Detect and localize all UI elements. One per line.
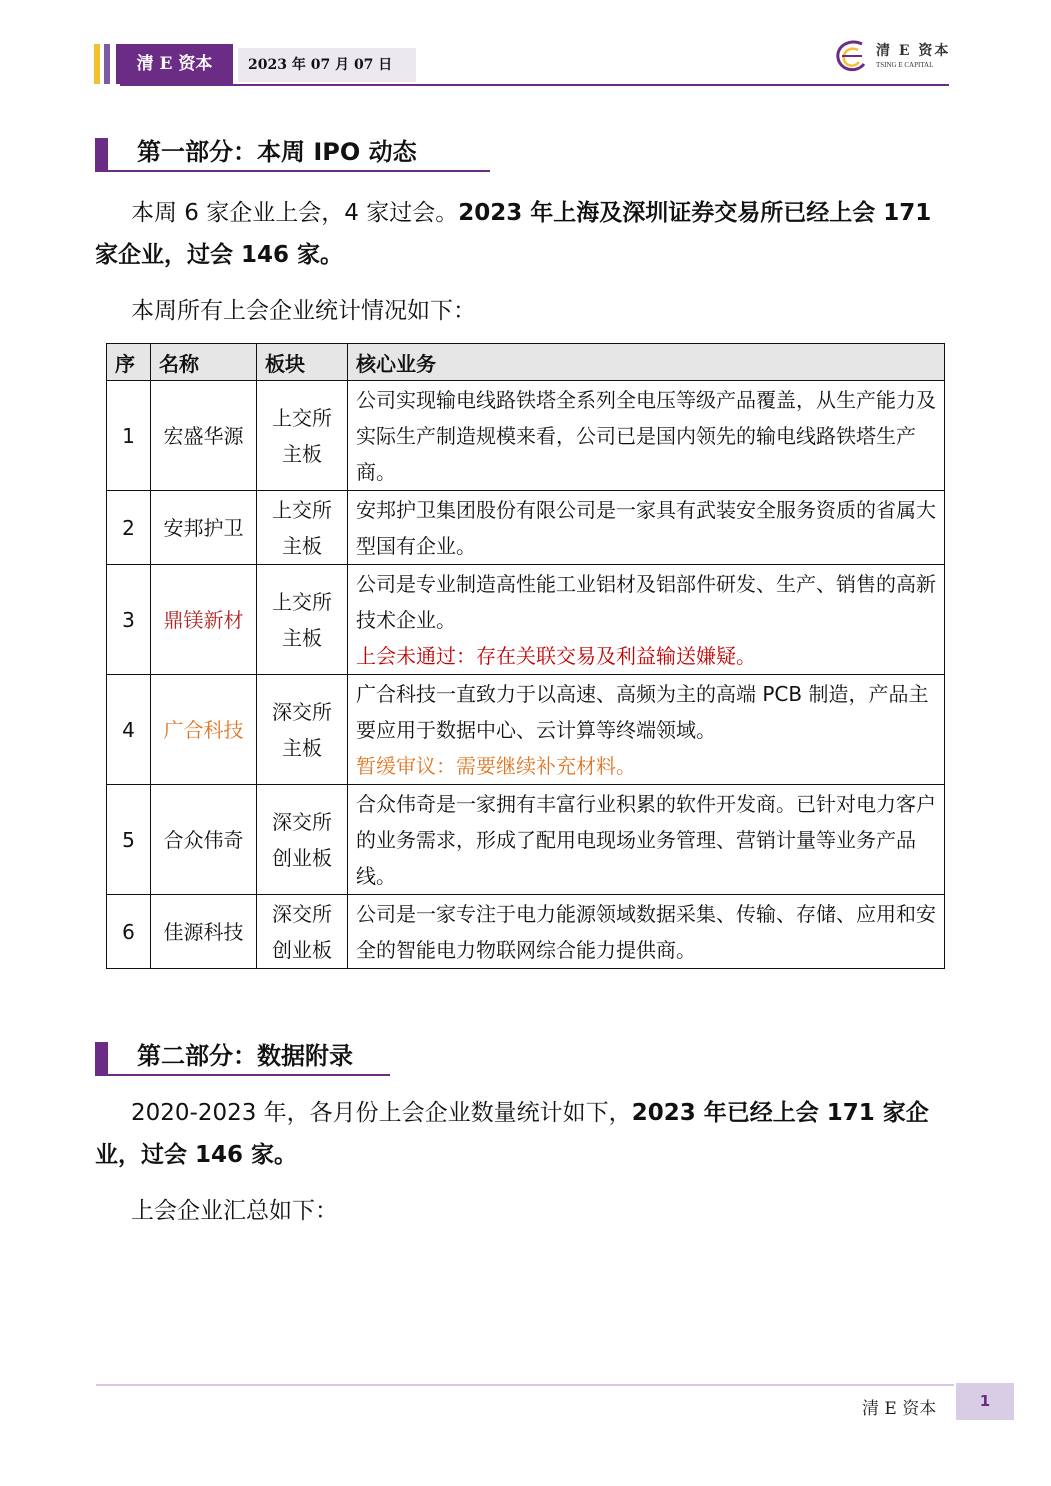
row-business: 公司是专业制造高性能工业铝材及铝部件研发、生产、销售的高新技术企业。 (356, 571, 936, 632)
row-name: 宏盛华源 (151, 381, 257, 491)
section-2-intro (95, 1092, 957, 1176)
intro-text: 本周 6 家企业上会，4 家过会。 (131, 200, 459, 226)
col-header-no: 序 (107, 344, 151, 381)
section-underline (95, 1074, 390, 1076)
table-row (107, 565, 945, 675)
ipo-table (106, 343, 945, 969)
header-brand: 清 E 资本 (116, 44, 233, 84)
table-header-row (107, 344, 945, 381)
logo-swirl-icon (832, 36, 872, 76)
table-intro: 本周所有上会企业统计情况如下： (131, 298, 476, 324)
table-row (107, 675, 945, 785)
row-no: 4 (107, 675, 151, 785)
summary-intro: 上会企业汇总如下： (131, 1198, 338, 1224)
logo-text-cn: 清 E 资本 (876, 43, 951, 59)
col-header-business: 核心业务 (348, 344, 945, 381)
row-business: 广合科技一直致力于以高速、高频为主的高端 PCB 制造，产品主要应用于数据中心、云计算等终端领域。 (356, 681, 929, 742)
row-name: 广合科技 (151, 675, 257, 785)
section-marker (95, 1042, 108, 1074)
section-1-intro (95, 192, 957, 276)
section-2-title: 第二部分：数据附录 (137, 1042, 353, 1070)
row-business: 公司实现输电线路铁塔全系列全电压等级产品覆盖，从生产能力及实际生产制造规模来看，公司已是国内领先的输电线路铁塔生产商。 (348, 381, 945, 491)
footer-divider (96, 1384, 954, 1386)
logo-text-en: TSING E CAPITAL (876, 61, 934, 69)
header-date: 2023 年 07 月 07 日 (238, 48, 416, 82)
row-no: 6 (107, 895, 151, 969)
row-no: 3 (107, 565, 151, 675)
row-name: 鼎镁新材 (151, 565, 257, 675)
row-board: 上交所主板 (257, 491, 348, 565)
row-note: 暂缓审议：需要继续补充材料。 (356, 753, 636, 778)
table-row (107, 381, 945, 491)
header-accent-bar (94, 44, 100, 84)
row-business: 安邦护卫集团股份有限公司是一家具有武装安全服务资质的省属大型国有企业。 (348, 491, 945, 565)
row-no: 2 (107, 491, 151, 565)
row-business-cell (348, 565, 945, 675)
intro-text: 2020-2023 年，各月份上会企业数量统计如下， (131, 1100, 632, 1126)
row-board: 上交所主板 (257, 381, 348, 491)
col-header-board: 板块 (257, 344, 348, 381)
row-no: 5 (107, 785, 151, 895)
row-business: 合众伟奇是一家拥有丰富行业积累的软件开发商。已针对电力客户的业务需求，形成了配用电现场业务管理、营销计量等业务产品线。 (348, 785, 945, 895)
row-name: 合众伟奇 (151, 785, 257, 895)
section-1-title: 第一部分：本周 IPO 动态 (137, 138, 417, 166)
footer-brand: 清 E 资本 (862, 1399, 937, 1419)
row-business: 公司是一家专注于电力能源领域数据采集、传输、存储、应用和安全的智能电力物联网综合能力提供商。 (348, 895, 945, 969)
row-board: 上交所主板 (257, 565, 348, 675)
row-no: 1 (107, 381, 151, 491)
row-board: 深交所主板 (257, 675, 348, 785)
row-board: 深交所创业板 (257, 895, 348, 969)
row-name: 安邦护卫 (151, 491, 257, 565)
row-note: 上会未通过：存在关联交易及利益输送嫌疑。 (356, 643, 756, 668)
table-row (107, 491, 945, 565)
page-number: 1 (956, 1383, 1014, 1420)
section-underline (95, 170, 490, 172)
row-name: 佳源科技 (151, 895, 257, 969)
row-business-cell (348, 675, 945, 785)
section-marker (95, 138, 108, 170)
company-logo (830, 36, 955, 78)
intro-highlight: 2023 年已经上会 171 家企业，过会 146 家。 (95, 1100, 929, 1168)
header-accent-bar (104, 44, 110, 84)
header-divider (120, 84, 949, 86)
table-row (107, 785, 945, 895)
col-header-name: 名称 (151, 344, 257, 381)
row-board: 深交所创业板 (257, 785, 348, 895)
table-row (107, 895, 945, 969)
intro-highlight: 2023 年上海及深圳证券交易所已经上会 171 家企业，过会 146 家。 (95, 200, 932, 268)
